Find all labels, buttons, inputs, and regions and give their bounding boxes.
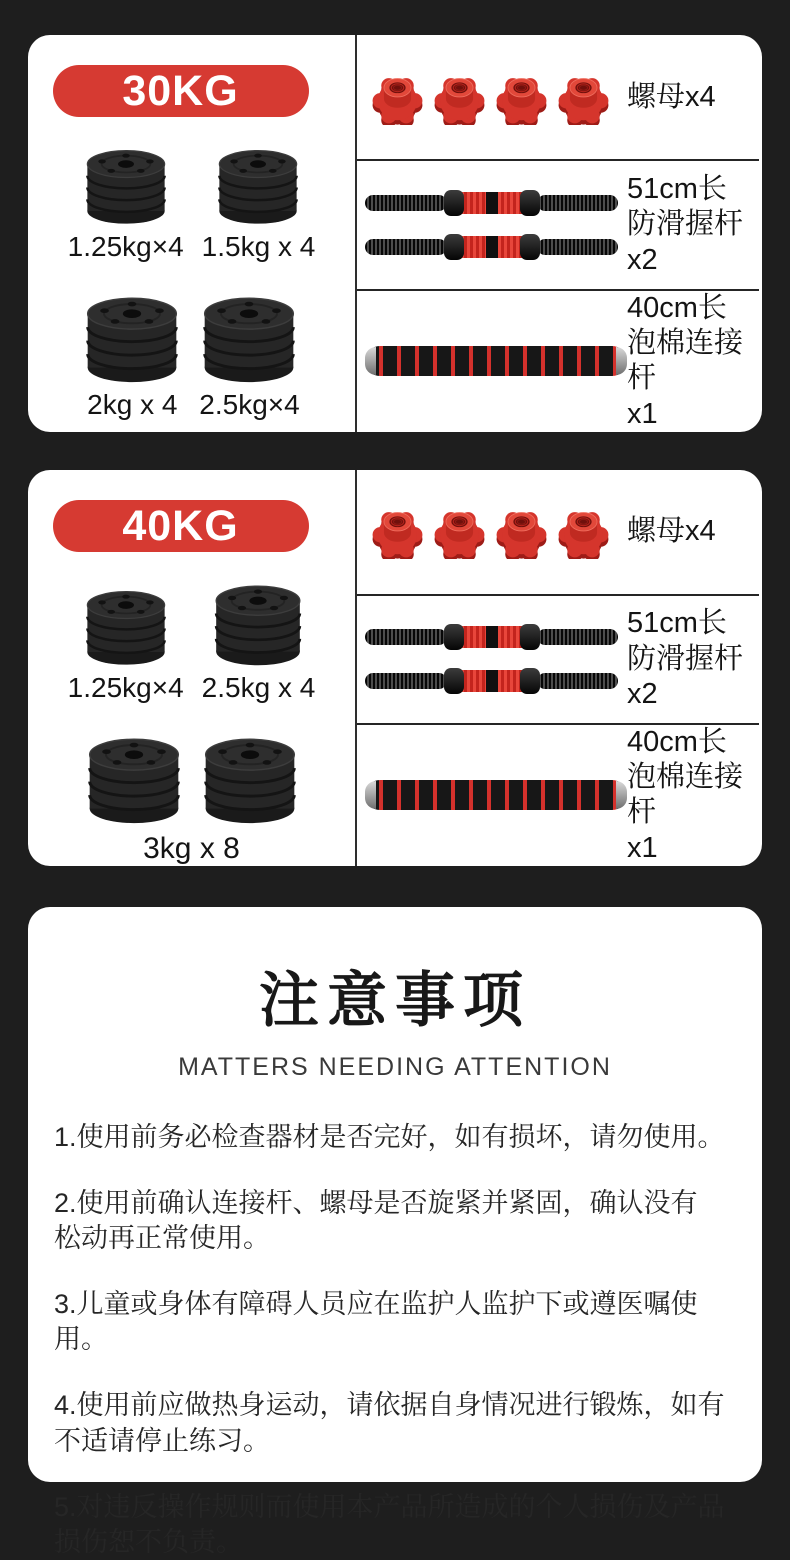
kit-40kg-parts-column (357, 470, 766, 866)
notice-item (54, 1490, 736, 1560)
part-label-line: 40cm长 (627, 291, 727, 324)
notice-item (54, 1186, 736, 1256)
plate-label: 2kg x 4 (87, 389, 178, 420)
part-label-line: x2 (627, 677, 658, 710)
spinlock-nut-icon (365, 70, 430, 125)
spinlock-nut-icon (427, 504, 492, 559)
handle-bars-image (357, 190, 627, 260)
plate-row (68, 568, 316, 704)
notice-item-line: 5.对违反操作规则而使用本产品所造成的个人损伤及产品 (54, 1491, 725, 1522)
plate-label: 1.25kg×4 (67, 672, 184, 703)
handle-bar-image (365, 190, 618, 216)
part-label-line: x1 (627, 397, 658, 430)
kit-panel-30kg (28, 35, 762, 432)
notice-item (54, 1388, 736, 1458)
spinlock-nuts-image (357, 504, 627, 559)
notice-item-line: 不适请停止练习。 (54, 1425, 270, 1456)
spinlock-nuts-image (357, 70, 627, 125)
part-row-handle-bars (357, 594, 759, 723)
notice-items (54, 1120, 736, 1560)
plate-stack-image (85, 720, 183, 826)
kit-panel-40kg (28, 470, 762, 866)
notice-subtitle: MATTERS NEEDING ATTENTION (178, 1053, 612, 1081)
notice-item-line: 3.儿童或身体有障碍人员应在监护人监护下或遵医嘱使用。 (54, 1289, 698, 1355)
kit-40kg-plates-column (28, 470, 357, 866)
foam-connector-bar-image (365, 346, 627, 376)
plate-row (83, 279, 299, 421)
plate-cell (199, 279, 299, 421)
handle-bars-image (357, 624, 627, 694)
part-label-line: 防滑握杆 (627, 642, 744, 675)
foam-connector-bar-image (365, 780, 627, 810)
notice-item (54, 1287, 736, 1357)
plate-label: 2.5kg x 4 (201, 672, 316, 703)
plate-cell (68, 574, 184, 704)
part-label (627, 725, 759, 867)
handle-bar-image (365, 624, 618, 650)
plate-stack-image (84, 574, 168, 668)
kit-30kg-plates-column (28, 35, 357, 432)
part-label-line: 泡棉连接杆 (627, 326, 744, 395)
part-label-line: 40cm长 (627, 725, 727, 758)
plate-stack-image (201, 720, 299, 826)
handle-bar-image (365, 668, 618, 694)
spinlock-nut-icon (427, 70, 492, 125)
spinlock-nut-icon (489, 70, 554, 125)
part-label-line: 51cm长 (627, 172, 727, 205)
part-label (627, 172, 759, 278)
part-label (627, 514, 759, 549)
part-label-line: 螺母x4 (627, 515, 716, 548)
weight-badge-30kg: 30KG (53, 65, 309, 117)
plate-cell (68, 133, 184, 263)
part-label-line: 螺母x4 (627, 80, 716, 113)
plate-cell (83, 279, 181, 421)
notice-item-line: 4.使用前应做热身运动，请依据自身情况进行锻炼，如有 (54, 1390, 725, 1421)
kit-30kg-parts-column (357, 35, 766, 432)
notice-panel (28, 907, 762, 1557)
part-row-foam-bar (357, 289, 759, 433)
notice-title: 注意事项 (259, 967, 531, 1034)
part-label (627, 606, 759, 712)
plate-stack-image (200, 279, 298, 385)
plate-stack-image (211, 568, 305, 668)
part-label (627, 80, 759, 115)
plate-stack-image (84, 133, 168, 227)
spinlock-nut-icon (551, 504, 616, 559)
notice-item-line: 1.使用前务必检查器材是否完好，如有损坏，请勿使用。 (54, 1122, 725, 1152)
spinlock-nut-icon (365, 504, 430, 559)
plate-cell (202, 133, 316, 263)
part-row-handle-bars (357, 159, 759, 288)
plate-stack-image (83, 279, 181, 385)
notice-item-line: 损伤恕不负责。 (54, 1526, 243, 1557)
plate-label: 1.25kg×4 (67, 231, 184, 262)
part-row-nuts (357, 35, 759, 159)
plate-stack-image (216, 133, 300, 227)
plate-shared-label: 3kg x 8 (143, 832, 240, 865)
foam-bar-image (357, 780, 627, 810)
part-row-foam-bar (357, 723, 759, 867)
part-label (627, 291, 759, 433)
part-row-nuts (357, 470, 759, 594)
part-label-line: 51cm长 (627, 607, 727, 640)
notice-item (54, 1120, 736, 1155)
plate-row (85, 720, 299, 826)
foam-bar-image (357, 346, 627, 376)
handle-bar-image (365, 234, 618, 260)
spinlock-nut-icon (489, 504, 554, 559)
part-label-line: 泡棉连接杆 (627, 760, 744, 829)
part-label-line: x1 (627, 831, 658, 864)
plate-label: 1.5kg x 4 (201, 231, 316, 262)
part-label-line: 防滑握杆 (627, 208, 744, 241)
part-label-line: x2 (627, 243, 658, 276)
notice-item-line: 松动再正常使用。 (54, 1223, 270, 1254)
plate-label: 2.5kg×4 (199, 389, 300, 420)
plate-row (68, 133, 316, 263)
plate-cell (202, 568, 316, 704)
spinlock-nut-icon (551, 70, 616, 125)
weight-badge-40kg: 40KG (53, 500, 309, 552)
notice-item-line: 2.使用前确认连接杆、螺母是否旋紧并紧固，确认没有 (54, 1188, 698, 1219)
